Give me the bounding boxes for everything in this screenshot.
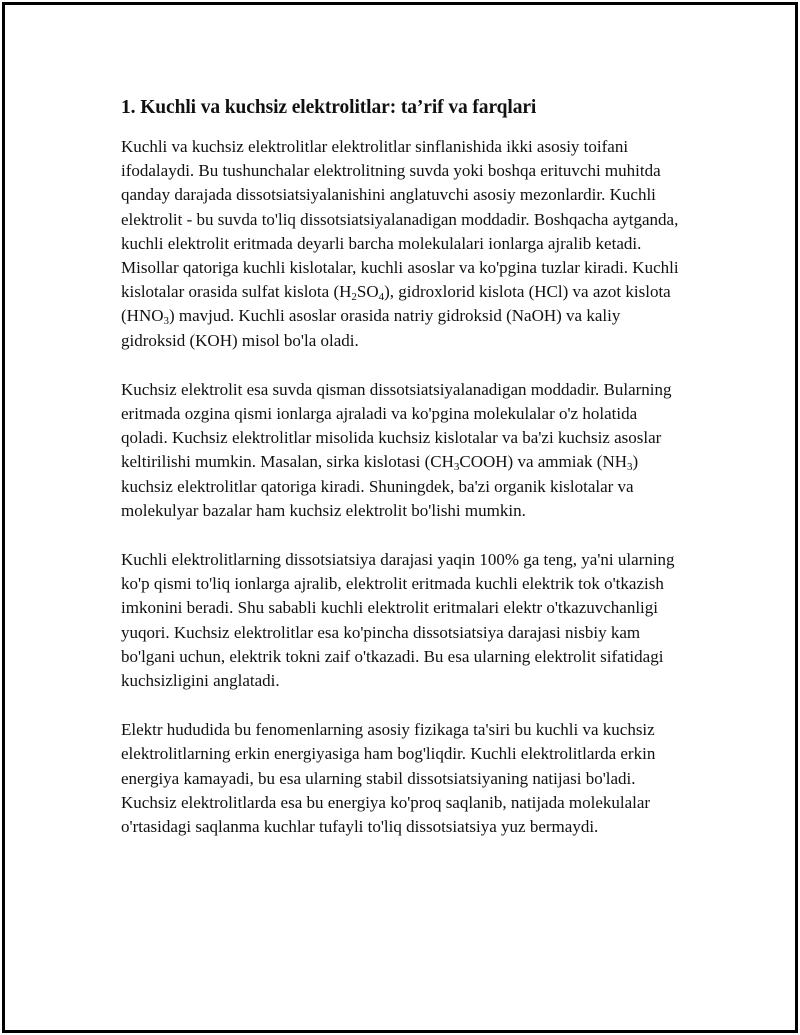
paragraph-weak-electrolytes (121, 378, 686, 523)
paragraph-text: COOH) va ammiak (NH (459, 452, 627, 472)
subscript: 3 (163, 315, 169, 328)
paragraph-strong-electrolytes (121, 135, 686, 353)
section-heading: 1. Kuchli va kuchsiz elektrolitlar: ta’rif va farqlari (121, 97, 537, 118)
paragraph-text: SO (356, 282, 379, 302)
paragraph-text: ), gidroxlorid kislota (HCl) va azot kislota (HNO (121, 282, 671, 326)
paragraph-free-energy: Elektr hududida bu fenomenlarning asosiy fizikaga ta'siri bu kuchli va kuchsiz elektrolitlarning erkin energiyasiga ham bog'liqdir. Kuchli elektrolitlarda erkin energiya kamayadi, bu esa ularning stabil dissotsiatsiyaning natijasi bo'ladi. Kuchsiz elektrolitlarda esa bu energiya ko'proq saqlanib, natijada molekulalar o'rtasidagi saqlanma kuchlar tufayli to'liq dissotsiatsiya yuz bermaydi. (121, 720, 656, 837)
document-page (2, 2, 798, 1033)
subscript: 3 (453, 461, 460, 474)
paragraph-dissociation-degree: Kuchli elektrolitlarning dissotsiatsiya darajasi yaqin 100% ga teng, ya'ni ularning ko'p qismi to'liq ionlarga ajralib, elektrolit eritmada kuchli elektrik tok o'tkazish imkonini beradi. Shu sababli kuchli elektrolit eritmalari elektr o'tkazuvchanligi yuqori. Kuchsiz elektrolitlar esa ko'pincha dissotsiatsiya darajasi nisbiy kam bo'lgani uchun, elektrik tokni zaif o'tkazadi. Bu esa ularning elektrolit sifatidagi kuchsizligini anglatadi. (121, 550, 675, 691)
subscript: 3 (627, 461, 633, 474)
document-content (121, 95, 686, 864)
paragraph-text: ) mavjud. Kuchli asoslar orasida natriy gidroksid (NaOH) va kaliy gidroksid (KOH) misol bo'la oladi. (121, 306, 621, 350)
paragraph-text: Kuchli va kuchsiz elektrolitlar elektrolitlar sinflanishida ikki asosiy toifani ifodalaydi. Bu tushunchalar elektrolitning suvda yoki boshqa erituvchi muhitda qanday darajada dissotsiatsiyalanishini anglatuvchi asosiy mezonlardir. Kuchli elektrolit - bu suvda to'liq dissotsiatsiyalanadigan moddadir. Boshqacha aytganda, kuchli elektrolit eritmada deyarli barcha molekulalari ionlarga ajralib ketadi. Misollar qatoriga kuchli kislotalar, kuchli asoslar va ko'pgina tuzlar kiradi. Kuchli kislotalar orasida sulfat kislota (H (121, 137, 679, 302)
subscript: 2 (351, 291, 357, 304)
paragraph-text: ) kuchsiz elektrolitlar qatoriga kiradi. Shuningdek, ba'zi organik kislotalar va molekulyar bazalar ham kuchsiz elektrolit bo'lishi mumkin. (121, 452, 639, 520)
paragraph-text: Kuchsiz elektrolit esa suvda qisman dissotsiatsiyalanadigan moddadir. Bularning eritmada ozgina qismi ionlarga ajraladi va ko'pgina molekulalar o'z holatida qoladi. Kuchsiz elektrolitlar misolida kuchsiz kislotalar va ba'zi kuchsiz asoslar keltirilishi mumkin. Masalan, sirka kislotasi (CH (121, 379, 672, 472)
subscript: 4 (378, 291, 385, 304)
